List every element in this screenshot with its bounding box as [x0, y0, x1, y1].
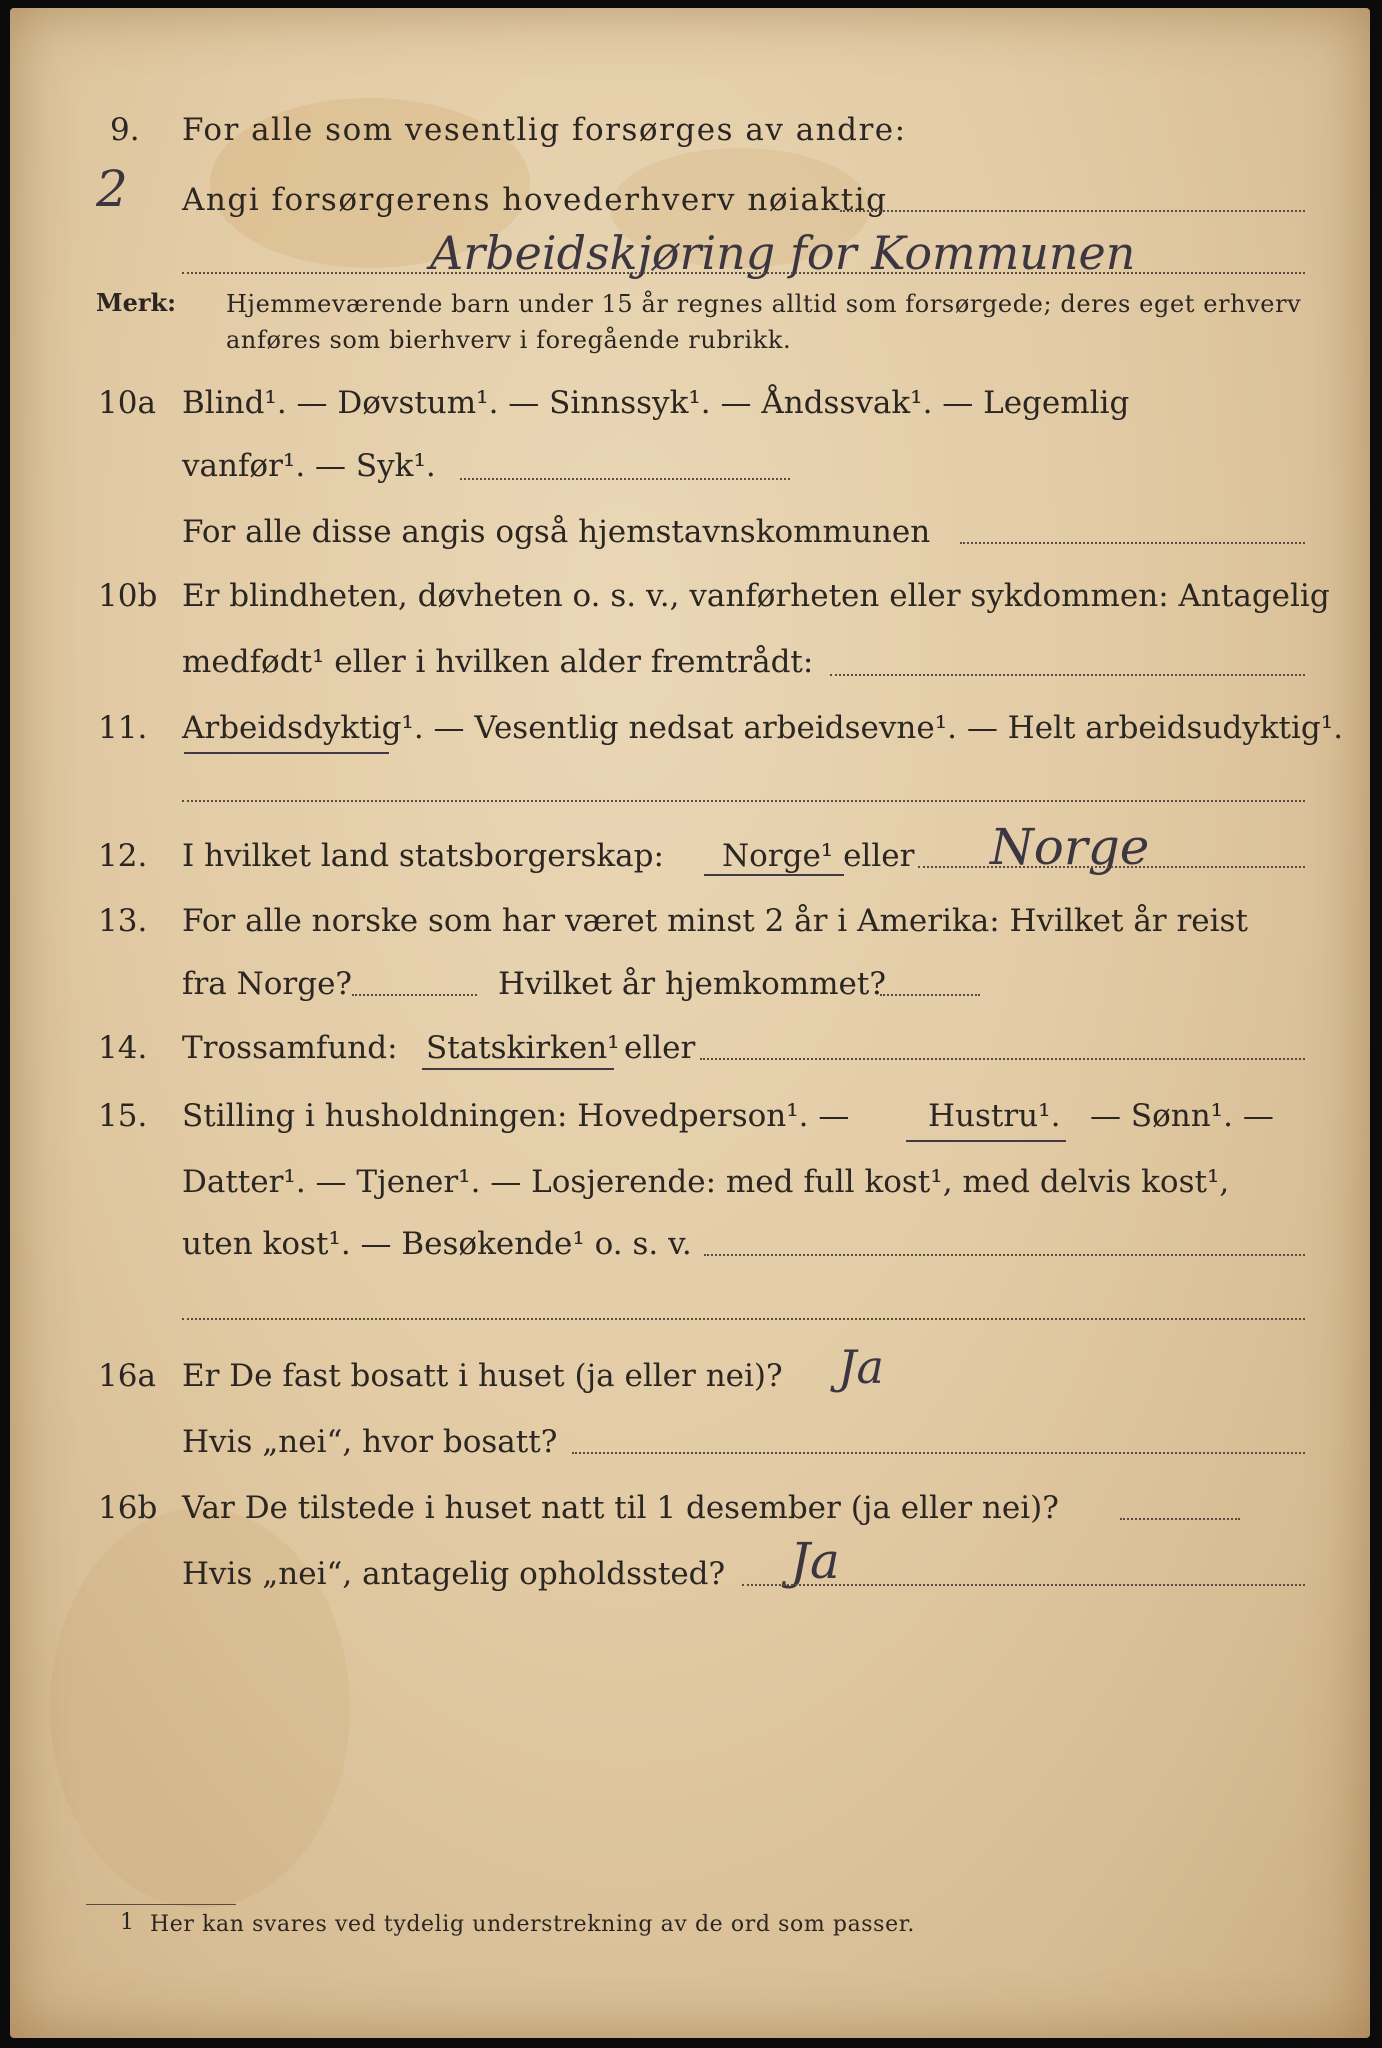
q16a-answer: Ja — [838, 1340, 884, 1394]
q10b-line2: medfødt¹ eller i hvilken alder fremtrådt: — [182, 644, 814, 680]
q14-suffix: eller — [624, 1030, 696, 1066]
q12-answer: Norge — [990, 818, 1150, 876]
q12-number: 12. — [98, 838, 148, 874]
q15-line1a: Stilling i husholdningen: Hovedperson¹. — — [182, 1098, 850, 1134]
footnote-text: Her kan svares ved tydelig understrekning av de ord som passer. — [150, 1912, 915, 1937]
q16a-line2: Hvis „nei“, hvor bosatt? — [182, 1424, 558, 1460]
q16a-line1: Er De fast bosatt i huset (ja eller nei)? — [182, 1358, 783, 1394]
q15-line2: Datter¹. — Tjener¹. — Losjerende: med full kost¹, med delvis kost¹, — [182, 1164, 1230, 1200]
q10a-line2-blank — [460, 478, 790, 480]
q9-answer: Arbeidskjøring for Kommunen — [430, 226, 1136, 280]
q10a-number: 10a — [98, 385, 156, 421]
q15-number: 15. — [98, 1098, 148, 1134]
q11-number: 11. — [98, 710, 148, 746]
q15-line1c: — Sønn¹. — — [1090, 1098, 1274, 1134]
q14-answer-line — [700, 1058, 1305, 1060]
q13-number: 13. — [98, 903, 148, 939]
q10a-line2: vanfør¹. — Syk¹. — [182, 448, 436, 484]
q12-answer-line — [918, 866, 1305, 868]
q9-margin-mark: 2 — [96, 160, 128, 218]
q14-prompt: Trossamfund: — [182, 1030, 398, 1066]
q16b-line1-blank — [1120, 1518, 1240, 1520]
q13-line1: For alle norske som har været minst 2 år i Amerika: Hvilket år reist — [182, 903, 1248, 939]
q15-line3: uten kost¹. — Besøkende¹ o. s. v. — [182, 1226, 692, 1262]
q10a-line1: Blind¹. — Døvstum¹. — Sinnssyk¹. — Åndssvak¹. — Legemlig — [182, 385, 1130, 421]
q11-line1: Arbeidsdyktig¹. — Vesentlig nedsat arbeidsevne¹. — Helt arbeidsudyktig¹. — [182, 710, 1344, 746]
q14-statskirken-underline — [422, 1068, 614, 1070]
q15-line1b: Hustru¹. — [928, 1098, 1061, 1134]
q16b-number: 16b — [98, 1490, 158, 1526]
footnote-marker: 1 — [120, 1910, 134, 1935]
q16b-line2: Hvis „nei“, antagelig opholdssted? — [182, 1556, 726, 1592]
q12-prompt: I hvilket land statsborgerskap: — [182, 838, 664, 874]
q9-answer-line — [182, 272, 1305, 274]
q10a-line3-blank — [960, 542, 1305, 544]
q16a-number: 16a — [98, 1358, 156, 1394]
q12-norge-underline — [704, 874, 844, 876]
footnote-rule — [86, 1904, 236, 1905]
q15-hustru-underline — [906, 1140, 1066, 1142]
q16b-line1: Var De tilstede i huset natt til 1 desember (ja eller nei)? — [182, 1490, 1059, 1526]
q11-answer-line — [182, 800, 1305, 802]
merk-line2: anføres som bierhverv i foregående rubrikk. — [226, 326, 792, 354]
q15-answer-line — [182, 1318, 1305, 1320]
q11-arbeidsdyktig-underline — [184, 752, 389, 754]
q13-line2b-blank — [880, 994, 980, 996]
merk-line1: Hjemmeværende barn under 15 år regnes alltid som forsørgede; deres eget erhverv — [226, 290, 1302, 318]
q14-option: Statskirken¹ — [426, 1030, 620, 1066]
q10a-line3: For alle disse angis også hjemstavnskommunen — [182, 514, 931, 550]
q13-line2a: fra Norge? — [182, 966, 353, 1002]
q12-option: Norge¹ eller — [722, 838, 915, 874]
q13-line2a-blank — [352, 994, 477, 996]
q9-prompt: Angi forsørgerens hovederhverv nøiaktig — [182, 182, 888, 218]
q15-line3-blank — [704, 1254, 1305, 1256]
q10b-line2-blank — [830, 674, 1305, 676]
q16a-line2-blank — [572, 1452, 1305, 1454]
q9-prompt-line — [840, 210, 1305, 212]
q14-number: 14. — [98, 1030, 148, 1066]
q10b-number: 10b — [98, 578, 158, 614]
q16b-line2-blank — [742, 1584, 1305, 1586]
q16b-answer: Ja — [790, 1532, 840, 1590]
q13-line2b: Hvilket år hjemkommet? — [498, 966, 886, 1002]
q10b-line1: Er blindheten, døvheten o. s. v., vanførheten eller sykdommen: Antagelig — [182, 578, 1330, 614]
q9-title: For alle som vesentlig forsørges av andre: — [182, 112, 907, 148]
q9-number: 9. — [110, 112, 140, 148]
merk-label: Merk: — [96, 288, 176, 317]
